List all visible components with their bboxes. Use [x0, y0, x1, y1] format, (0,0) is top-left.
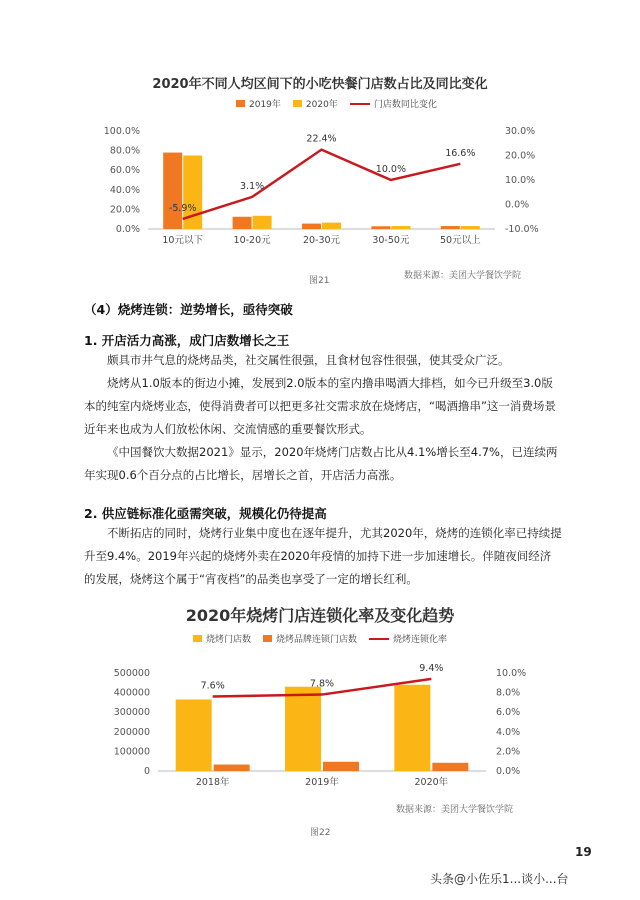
left-tick-label: 40.0% — [109, 184, 140, 196]
paragraph-4: 不断拓店的同时，烧烤行业集中度也在逐年提升，尤其2020年，烧烤的连锁化率已持续提升至9.4%。2019年兴起的烧烤外卖在2020年疫情的加持下进一步加速增长。伴随夜间经济的发展，烧烤这个属于“宵夜档”的品类也享受了一定的增长红利。 — [84, 526, 562, 586]
right-tick-label: 4.0% — [496, 726, 521, 738]
category-label: 2018年 — [195, 777, 230, 788]
right-tick-label: 30.0% — [505, 126, 536, 137]
legend-yoy-line: 门店数同比变化 — [350, 97, 437, 110]
page-number: 19 — [575, 845, 592, 859]
left-tick-label: 100000 — [113, 746, 150, 758]
left-tick-label: 300000 — [113, 707, 150, 719]
paragraph-1: 颇具市井气息的烧烤品类，社交属性很强，且食材包容性很强，使其受众广泛。 — [107, 353, 510, 367]
watermark: 头条@小佐乐1...谈小...台 — [430, 872, 569, 886]
legend-2020: 2020年 — [293, 97, 338, 110]
chart1-source: 数据来源：美团大学餐饮学院 — [404, 271, 522, 281]
line-data-label: 10.0% — [375, 164, 406, 175]
bar-1 — [371, 226, 390, 229]
figure-22-label: 图22 — [310, 828, 331, 838]
category-label: 30-50元 — [372, 235, 410, 246]
line-data-label: 22.4% — [306, 133, 337, 145]
bar-2 — [391, 226, 410, 229]
left-tick-label: 500000 — [113, 668, 150, 679]
left-tick-label: 60.0% — [109, 165, 140, 177]
left-tick-label: 0 — [143, 766, 150, 777]
subheading-2: 2. 供应链标准化亟需突破，规模化仍待提高 — [84, 506, 327, 521]
chart2-plot — [0, 660, 640, 795]
line-data-label: -5.9% — [168, 202, 197, 214]
bar-1 — [394, 685, 430, 771]
paragraph-group-1 — [84, 349, 562, 487]
legend-2019: 2019年 — [236, 97, 281, 110]
right-tick-label: 0.0% — [496, 766, 521, 777]
category-label: 20-30元 — [302, 235, 341, 246]
bar-2 — [214, 765, 250, 771]
bar-2 — [461, 226, 480, 229]
bar-1 — [163, 153, 182, 229]
right-tick-label: 8.0% — [496, 687, 521, 699]
line-data-label: 9.4% — [419, 662, 444, 674]
bar-1 — [233, 217, 252, 229]
bar-2 — [323, 762, 359, 771]
section-heading: （4）烧烤连锁：逆势增长，亟待突破 — [84, 302, 293, 317]
bar-2 — [432, 763, 468, 771]
right-tick-label: 10.0% — [505, 175, 536, 186]
legend-chain-stores: 烧烤品牌连锁门店数 — [263, 632, 357, 645]
left-tick-label: 200000 — [113, 726, 150, 738]
paragraph-group-2 — [84, 522, 562, 591]
chart1-plot — [0, 118, 640, 258]
bar-1 — [176, 699, 212, 771]
right-tick-label: 2.0% — [496, 746, 521, 758]
bar-2 — [322, 223, 341, 229]
bar-2 — [253, 216, 272, 229]
bar-1 — [441, 226, 460, 229]
trend-line — [183, 150, 461, 219]
line-data-label: 3.1% — [240, 180, 265, 192]
right-tick-label: 20.0% — [505, 150, 536, 162]
bar-1 — [285, 687, 321, 771]
bar-1 — [302, 224, 321, 229]
chart1-legend — [236, 97, 437, 110]
right-tick-label: 10.0% — [496, 668, 527, 679]
category-label: 10-20元 — [233, 235, 271, 246]
legend-chain-rate-line: 烧烤连锁化率 — [369, 632, 447, 645]
line-data-label: 7.8% — [309, 678, 335, 690]
subheading-1: 1. 开店活力高涨，成门店数增长之王 — [84, 333, 290, 348]
chart2-source: 数据来源：美团大学餐饮学院 — [396, 805, 514, 815]
left-tick-label: 0.0% — [115, 224, 140, 235]
category-label: 2019年 — [305, 777, 339, 788]
right-tick-label: -10.0% — [505, 224, 539, 235]
left-tick-label: 20.0% — [109, 204, 140, 216]
paragraph-2: 烧烤从1.0版本的街边小摊，发展到2.0版本的室内撸串喝酒大排档，如今已升级至3.0版本的纯室内烧烤业态，使得消费者可以把更多社交需求放在烧烤店，“喝酒撸串”这一消费场景近年来也成为人们放松休闲、交流情感的重要餐饮形式。 — [84, 376, 556, 436]
right-tick-label: 0.0% — [505, 199, 530, 211]
left-tick-label: 400000 — [113, 687, 150, 699]
line-data-label: 7.6% — [200, 680, 225, 692]
figure-21-label: 图21 — [309, 276, 330, 286]
category-label: 50元以上 — [440, 235, 481, 246]
line-data-label: 16.6% — [445, 147, 476, 159]
category-label: 10元以下 — [162, 235, 203, 246]
chart2-legend — [193, 632, 447, 645]
left-tick-label: 80.0% — [109, 145, 140, 157]
left-tick-label: 100.0% — [103, 126, 140, 137]
right-tick-label: 6.0% — [496, 707, 521, 719]
legend-stores: 烧烤门店数 — [193, 632, 251, 645]
paragraph-3: 《中国餐饮大数据2021》显示，2020年烧烤门店数占比从4.1%增长至4.7%，已连续两年实现0.6个百分点的占比增长，居增长之首，开店活力高涨。 — [84, 445, 558, 482]
chart1-title: 2020年不同人均区间下的小吃快餐门店数占比及同比变化 — [152, 77, 488, 92]
category-label: 2020年 — [414, 777, 449, 788]
chart2-title: 2020年烧烤门店连锁化率及变化趋势 — [185, 606, 455, 625]
